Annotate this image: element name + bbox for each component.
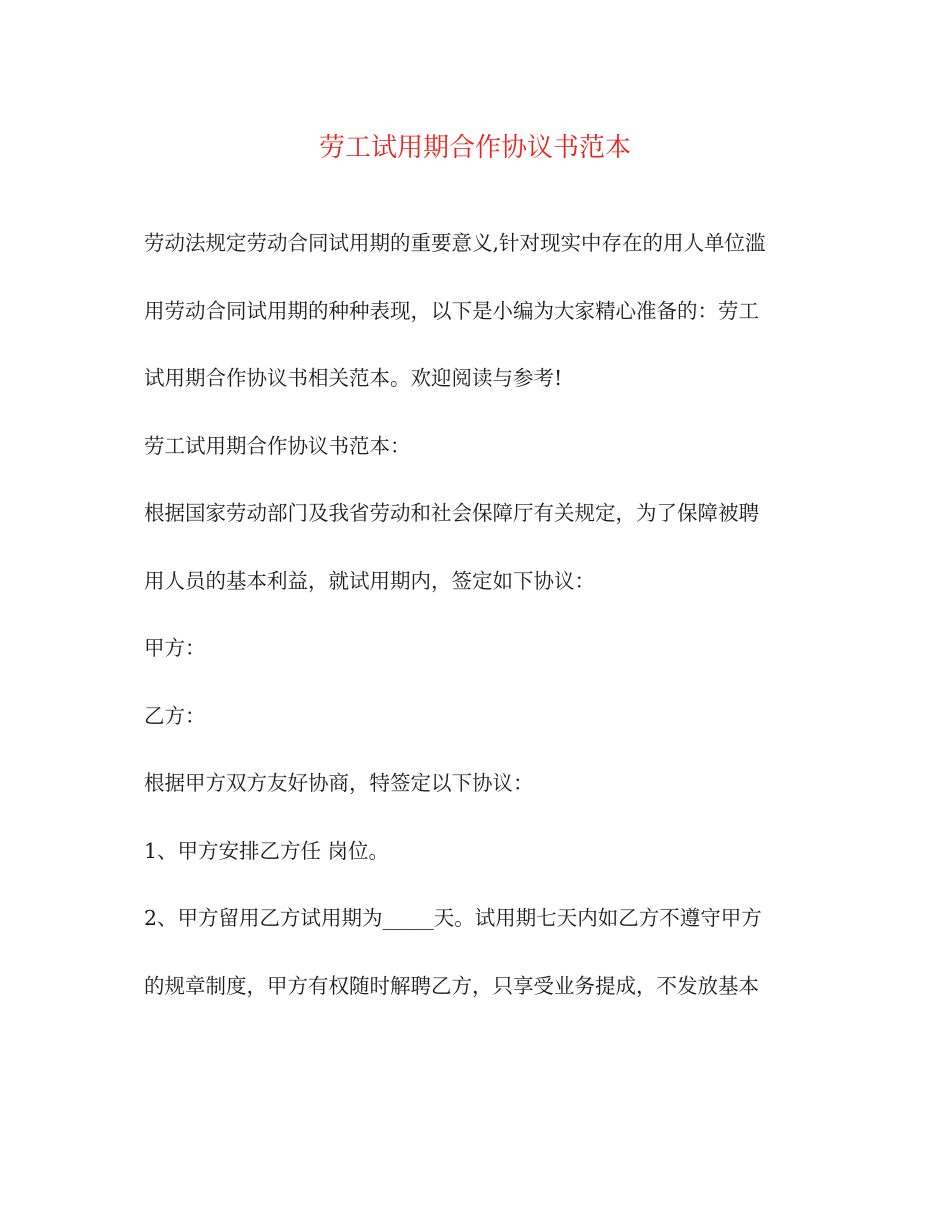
section-heading: 劳工试用期合作协议书范本：: [144, 433, 411, 458]
party-a-line: 甲方：: [144, 636, 206, 660]
paragraph-line-intro-3: 试用期合作协议书相关范本。欢迎阅读与参考!: [144, 366, 563, 390]
agreement-intro-line: 根据甲方双方友好协商，特签定以下协议：: [144, 771, 534, 795]
paragraph-line-intro-1: 劳动法规定劳动合同试用期的重要意义,针对现实中存在的用人单位滥: [144, 231, 766, 255]
paragraph-line-basis-1: 根据国家劳动部门及我省劳动和社会保障厅有关规定，为了保障被聘: [144, 501, 759, 525]
clause-1-line: 1、甲方安排乙方任 岗位。: [144, 838, 390, 863]
paragraph-line-basis-2: 用人员的基本利益，就试用期内，签定如下协议：: [144, 568, 595, 593]
clause-2-line-2: 的规章制度，甲方有权随时解聘乙方，只享受业务提成，不发放基本: [144, 973, 759, 998]
document-title: 劳工试用期合作协议书范本: [318, 133, 631, 163]
document-body: [144, 210, 814, 1020]
paragraph-line-intro-2: 用劳动合同试用期的种种表现，以下是小编为大家精心准备的：劳工: [144, 298, 759, 323]
party-b-line: 乙方：: [144, 703, 206, 728]
clause-2-line-1: 2、甲方留用乙方试用期为_____天。试用期七天内如乙方不遵守甲方: [144, 906, 762, 930]
